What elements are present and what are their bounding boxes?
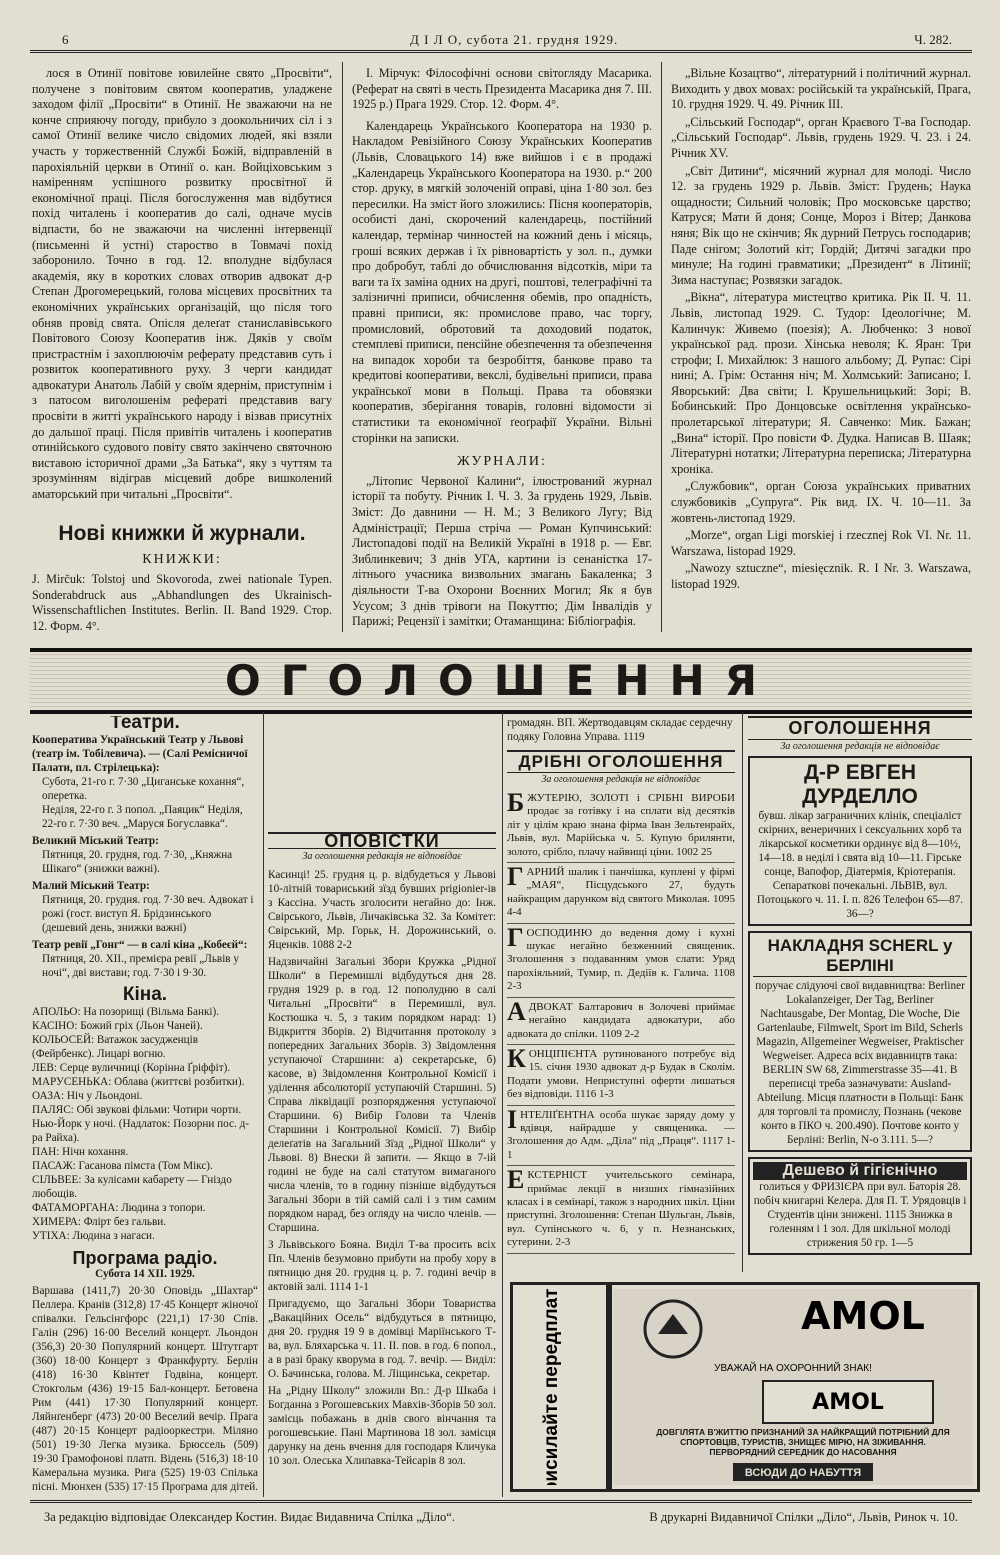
theatre-item: Пятниця, 20. грудня, год. 7·30, „Княжна Шікаго“ (знижки важні).	[42, 849, 233, 875]
notices-tail: громадян. ВП. Жертводавцям складає сердечну подяку Головна Управа. 1119	[507, 717, 733, 743]
cinema-item: ПАЛЯС: Обі звукові фільми: Чотири чорти. Нью-Йорк у ночі. (Надлаток: Позорни пос. д-ра Райха).	[32, 1104, 249, 1144]
cinema-item: АПОЛЬО: На позорищі (Вільма Банкі).	[32, 1006, 220, 1018]
entertainment-column	[32, 716, 258, 1496]
cinema-item: МАРУСЕНЬКА: Облава (життєві розбитки).	[32, 1076, 245, 1088]
scherl-title: НАКЛАДНЯ SCHERL у БЕРЛІНІ	[753, 936, 967, 977]
cinema-item: ФАТАМОРГАНА: Людина з топори.	[32, 1202, 206, 1214]
barber-details: голиться у ФРИЗІЄРА при вул. Баторія 28. побіч книгарні Келера. Для П. Т. Урядовців і Студентів ціни знижені. 1115 Знижка в голенням і 1 зол. Для шкільної молоді стрижения 50 гр. 1—5	[753, 1181, 967, 1249]
books-subtitle: КНИЖКИ:	[142, 552, 222, 567]
prepay-text: Присилайте передплату!	[541, 1289, 562, 1485]
journal-entry-litopys: „Літопис Червоної Калини“, ілюстрований журнал історії та побуту. Річник І. Ч. 3. За грудень 1929, Львів. Зміст: До давнини — Н. М.; З Великого Лугу; Від Адміністрації; Перша стріча — Роман Купчинський: Листопадові події на Великій Україні в 1918 р. — Евг. Зиблинкевич; З днів УГА, картини із сенаністка 17-літнього учасника визвольних змагань Бакаленка; З діяльности Т-ва Охорони Воєнних Могил; Як я був Усусом; З днів трівоги на Покуттю; Дім Інвалідів у Парижі; Рецензії і замітки; Отаманщина: Бібліографія.	[352, 473, 652, 629]
column-divider	[263, 712, 264, 1497]
ads-banner-title: ОГОЛОШЕННЯ	[30, 652, 972, 710]
small-ads-disclaimer: За оголошення редакція не відповідає	[541, 774, 701, 785]
calendar-notice: Календарець Українського Кооператора на 1930 р. Накладом Ревізійного Союзу Українських Кооператив (Львів, Словацького 14) вже вийшов і є в продажі „Календарець Українського Кооператора на 1930. р.“ 200 стор. друку, в мягкій золоченій оправі, ціна 1·80 зол. без пересилки. На зміст його зложились: Пісня кооператорів, особисті дані, скорочений календарець, постійний календар, термінар чинностей на кожний день і місяць, гроші всяких держав і їх рівновартість у зол. п., думки про добробут, таблі до обчислювання відсотків, міри та ваги та їх заміна одних на другі, поштові, телеграфічні та залізничні приписи, обчислення обемів, про опадність, правні приписи, як: промислове право, час торгу, промисловий, обротовий та доходовий податок, стемплеві приписи, пенсійне обезпечення та обезпечення на випадок хороби та безробіття, банкове право та кредитові кооперативи, векслі, будівельні приписи, права української мови в Польщі. Права та обовязки кооператив, зберігання товарів, головні відомости зі статистики та економічної ґеоґрафії України. Вільні сторінки на записки.	[352, 118, 652, 445]
small-ad: БЖУТЕРІЮ, ЗОЛОТІ і СРІБНІ ВИРОБИ продає за готівку і на сплати від десятків літ у цілім краю знана фірма Іван Зельтенрайх, Львів, вул. Марійська ч. 5. Купую брилянти, золото, срібло, плачу найвищі ціни. 1002 25	[507, 789, 735, 863]
prepay-box	[510, 1282, 612, 1492]
prepay-arrow-graphic	[517, 1289, 605, 1485]
column-divider	[742, 712, 743, 1272]
cinema-item: ПАН: Нічн кохання.	[32, 1146, 129, 1158]
footer-printer: В друкарні Видавничої Спілки „Діло“, Львів, Ринок ч. 10.	[649, 1510, 958, 1524]
journal-entry: „Сільський Господар“, орган Краєвого Т-ва Господар. „Сільський Господар“. Львів, грудень 1929. Ч. 23. і 24. Річник XV.	[671, 114, 971, 160]
notices-title: ОПОВІСТКИ	[268, 832, 496, 849]
amol-ad	[606, 1282, 980, 1492]
page-number: 6	[62, 32, 69, 47]
barber-title: Дешево й гігієнічно	[753, 1162, 967, 1180]
journal-entry: „Світ Дитини“, місячний журнал для молоді. Число 12. за грудень 1929 р. Львів. Зміст: Грудень; Наука ощадности; Сильний чоловік; Про московське царство; Катруся; Мати й доня; Сонце, Мороз і Вітер; Данкова няня; Вік що не скінчив; Як дурний Петрусь господарив; Паде снігом; Золотий кіт; Гордій; Дитячі загадки про минуле; На годині гравматики; „Президент“ в Літинії; Зима наступає; Розвязки загадок.	[671, 163, 971, 287]
column-divider	[502, 712, 503, 1497]
ads-banner	[30, 648, 972, 714]
theatres-title: Театри.	[110, 716, 180, 733]
right-ads-title: ОГОЛОШЕННЯ	[748, 716, 972, 740]
doctor-name: Д-Р ЕВГЕН ДУРДЕЛЛО	[802, 761, 918, 808]
doctor-details: бувш. лікар заграничних клінік, спеціаліст скірних, венеричних і сексуальних хорб та лікарської косметики ординує від 8—10½, 14—18. в неділі і свята від 10—11. Гірське сонце, Вапофор, Діатермія, Кріотерапія. Сепаратковi почекальні. ЛЬВІВ, вул. Потоцького ч. 11. І. п. 826 Телефон 65—87. 36—?	[756, 810, 964, 920]
notice-item: З Львівського Бояна. Виділ Т-ва просить всіх Пп. Членів безумовно прибути на пробу хору в пятницю дня 20. грудня ц. р. 7. годині вечір в актовій залі. 1114 1-1	[268, 1239, 496, 1293]
journal-entry: „Вікна“, література мистецтво критика. Рік II. Ч. 11. Львів, листопад 1929. С. Тудор: Ідеологічне; М. Калинчук: Живемо (поезія); А. Любченко: З нової української рад. прози. Хінська неволя; К. Яран: Три строфи; І. Михайлюк: З нашого альбому; Д. Рупас: Сірі нині; А. Грім: Остання ніч; М. Холмський: Записано; І. Яворський: Два світи; І. Крушельницький: Зорі; В. Бобинський: Про Донцовське освітлення українсько-пролетарської літератури; Я. Савченко: Мик. Бажан; „Вина“ історії. Про повісти Ф. Дудка. Написав В. Шаяк; Літературні нотатки; Літературна переписка; Літературна хроніка.	[671, 290, 971, 476]
cinema-item: ЛЕВ: Серце вуличниці (Корінна Ґріффіт).	[32, 1062, 231, 1074]
footer-editor: За редакцію відповідає Олександер Костин. Видає Видавнича Спілка „Діло“.	[44, 1510, 455, 1524]
theatre-item: Пятниця, 20. XII., премієра ревії „Львів у ночі“, дві вистави; год. 7·30 і 9·30.	[42, 953, 239, 979]
column-divider	[661, 62, 662, 632]
cinema-title: Кіна.	[122, 984, 168, 1005]
book-entry-masaryk: І. Мірчук: Філософічні основи світогляду Масарика. (Реферат на святі в честь Президента Масарика дня 7. III. 1925 р.) Прага 1929. Стор. 12. Форм. 4°.	[352, 66, 652, 112]
cinema-item: КОЛЬОСЕЙ: Ватажок засудженців (Фейрбенкс). Лицарі вогню.	[32, 1034, 199, 1060]
theatre-item: Кооператива Український Театр у Львові (театр ім. Тобілевича). — (Салі Ремісничої Палати, пл. Стрілецька):	[32, 734, 248, 774]
small-ads-column	[507, 716, 735, 1276]
small-ads-title: ДРІБНІ ОГОЛОШЕННЯ	[507, 750, 735, 773]
theatre-item: Театр ревії „Гонг“ — в салі кіна „Кобеєй“:	[32, 939, 248, 951]
cinema-item: УТІХА: Людина з нагаси.	[32, 1230, 155, 1242]
radio-title: Програма радіо.	[72, 1248, 218, 1268]
small-ad: ЕКСТЕРНІСТ учительського семінара, приймає лекції в низших гімназійних класах і в семінарі, також з народних шкіл. Ціни приступні. Зголошення: Степан Шульган, Львів, вул. Супінського ч. 6, у п. Незнанських, сутерини. 2-3	[507, 1166, 735, 1253]
journal-entry: „Nawozy sztuczne“, miesięcznik. R. I Nr. 3. Warszawa, listopad 1929.	[671, 561, 971, 591]
page-footer	[30, 1500, 972, 1531]
newspaper-title: Д І Л О, субота 21. грудня 1929.	[410, 32, 619, 47]
amol-description: ДОВГІЛЯТА В'ЖИТТЮ ПРИЗНАНИЙ ЗА НАЙКРАЩИЙ ПОТРІБНИЙ ДЛЯ СПОРТОВЦІВ, ТУРИСТІВ, ЗНИЩЕЄ МІРЮ, НА ЗІЖИВАННЯ. ПЕРВОРЯДНИЙ СЕРЕДНИК ДО НАСОВАННЯ	[656, 1427, 950, 1457]
books-section-title: Нові книжки й журнали.	[58, 522, 306, 545]
cinema-item: СІЛЬВЕЕ: За кулісами кабарету — Гніздо любощів.	[32, 1174, 232, 1200]
column-2	[352, 66, 652, 632]
theatre-item: Малий Міський Театр:	[32, 880, 150, 892]
small-ad: АДВОКАТ Балтарович в Золочеві приймає негайно кандидата адвокатури, або адвоката до спілки. 1109 2-2	[507, 998, 735, 1045]
notice-item: Касинці! 25. грудня ц. р. відбудеться у Львові 10-літній товариський зїзд бувших prigionier-ів з Кассіна. Участь зголосити негайно до: Інж. Свірського, Львів, Личаківська 32. За Комітет: Свірський, Мр. Горьк, Н. Дорожинський, о. Яценків. 1088 2-2	[268, 869, 496, 951]
theatre-item: Пятниця, 20. грудня. год. 7·30 веч. Адвокат і рожі (гост. виступ Я. Брідзинського (дешевий день, знижки важні)	[42, 894, 254, 934]
right-ads-disclaimer: За оголошення редакція не відповідає	[780, 741, 940, 752]
notice-item: На „Рідну Школу“ зложили Вп.: Д-р Шкаба і Богданна з Рогошевських Мавхів-Зборів 50 зол. замісць побажань в днів свого вінчання та рогошевськие. Пані Мартинова 18 зол. замісця дарунку на день вчення для господаря Кличука 10 зол. Олеська Хлипавка-Тейсарів 8 зол.	[268, 1385, 496, 1467]
small-ad: ГАРНИЙ шалик і панчішка, куплені у фірмі „МАЯ“, Пісцудського 27, будуть найкращим дарунком від святого Миколая. 1095 4-4	[507, 863, 735, 924]
amol-slogan: ВСЮДИ ДО НАБУТТЯ	[744, 1467, 862, 1479]
article-paragraph: лося в Отинії повітове ювилейне свято „Просвіти“, получене з повітовим святом кооператив, уладжене заходом філії „Просвіти“ в Отинії. Не зважаючи на не конче сприяючу погоду, прибуло з доокольничих сіл і з самої Отинії велике число свідомих людей, які взяли участь у торжественній Службі Божій, відправленій в парохіяльній церкви в Отинії о. кан. Войціховським з наміренням успішного розвитку просвітної й економічної праці. Після богослуження мав відбутися похід читалень і кооператив до салі, одначе мусів відпасти, бо не зважаючи на численні інтервенції (письменні й устні) староство в Товмачі похід заборонило. Точно в год. 12. вполудне відбулася академія, яку в коротких словах отворив адвокат д-р Степан Дрогомерецький, голова місцевих просвітних та економічних українських організацій, що після того обняв провід свята. Опісля делеґат станиславівського Повітового Союзу Кооператив інж. Дяків у своїм пристрастнім і захоплюючім реферату представив суть і розвиток кооперативного руху. З черги кандидат адвокатури Анатоль Лабій у своїм ядернім, приступнім і з патосом виголошенім рефераті представив вагу просвіти в житті українського народу і візвав присутніх до дальшої праці. Після привітів читалень і кооператив отинійського судового повіту свято закінчено святочною виставою історичної драми „За Батька“, яку з чуттям та зрозумінням відіграв місцевий добре вишколений аматорський при читальні „Просвіти“.	[32, 66, 332, 502]
radio-program: Варшава (1411,7) 20·30 Оповідь „Шахтар“ Пеллера. Кранів (312,8) 17·45 Концерт жіночої співалки. Гельсінгфорс (221,1) 17·30 Спів. Галін (296) 16·00 Веселий концерт. Льондон (356,3) 20·30 Популярний концерт. Штутгарт (360) 18·00 Концерт з Франкфурту. Берлін (418) 16·30 Квінтет Годвіна, концерт. Стокгольм (436) 19·15 Бал-концерт. Бетовена Рим (441) 17·30 Популярний концерт. Ляйнґенберг (473) 20·00 Веселий вечір. Прага (487) 20·15 Концерт радіооркестри. Міляно (501) 19·30 Легка музика. Брюссель (509) 19·30 Грамофонові платп. Відень (516,3) 18·10 Камеральна музика. Рига (525) 19·03 Спілька пісні. Мюнхен (535) 17·15 Програма для дітей.	[32, 1285, 258, 1493]
scherl-ad	[748, 931, 972, 1152]
cinema-item: ХИМЕРА: Флірт без гальви.	[32, 1216, 167, 1228]
amol-brand: AMOL	[801, 1294, 925, 1338]
column-1-article	[32, 66, 332, 526]
theatre-item: Неділя, 22-го г. 3 попол. „Паяцик“ Неділя, 22-го г. 7·30 веч. „Маруся Богуславка“.	[42, 804, 243, 830]
notices-disclaimer: За оголошення редакція не відповідає	[302, 851, 462, 862]
notice-item: Надзвичайні Загальні Збори Кружка „Рідної Школи“ в Перемишлі відбудуться дня 28. грудня 1929 р. в год. 12 пополудню в салі Читальні „Просвіти“ в Перемишлі, вул. Костюшка ч. 5, з таким порядком нарад: 1) Відкриття Зборів. 2) Відчитання протоколу з попередних Загальних Зборів. 3) Звідомлення уступаючої Старшини: а) секретарське, б) касове, в) Звідомлення Контрольної Комісії і уділення абсолюторії уступаючій Старшині. 5) Справа ліквідації розпорядження уступаючої Старшини. 6) Вибір Голови та Членів Старшини і Контрольної Комісії. 7) Вибір делеґатів на Загальний Зїзд „Рідної Школи“ у Львові. 8) Внески й запити. — Якщо в 7-ій годині не буде на салі статутом вимаганого числа членів, то в годину пізніше відбудуться Загальні Збори в тій самій салі і з тим самим порядком нарад, без огляду на число членів. — Старшина.	[268, 956, 496, 1234]
journal-entry: „Вільне Козацтво“, літературний і політичний журнал. Виходить у двох мовах: російській та українській, Прага, 10. грудня 1929. Ч. 49. Річник III.	[671, 66, 971, 112]
column-divider	[342, 62, 343, 632]
theatre-item: Великий Міський Театр:	[32, 835, 159, 847]
theatre-item: Субота, 21-го г. 7·30 „Циганське кохання“, оперетка.	[42, 776, 245, 802]
amol-warning: УВАЖАЙ НА ОХОРОННИЙ ЗНАК!	[714, 1363, 872, 1374]
right-ads-column	[748, 716, 972, 1276]
small-ad: ГОСПОДИНЮ до ведення дому і кухні шукає негайно безженний священик. Зголошення з подаванням умов слати: Уряд парохіяльний, Тумир, п. Дедіїв к. Галича. 1108 2-3	[507, 924, 735, 998]
radio-date: Субота 14 XII. 1929.	[95, 1268, 195, 1280]
scherl-details: поручає слідуючі свої видавництва: Berliner Lokalanzeiger, Der Tag, Berliner Nachtausgabe, Der Montag, Die Woche, Die Gartenlaube, Filmwelt, Sport im Bild, Scherls Magazin, Allgemeiner Wegweiser, Praktischer Wegweiser. Адреса всіх видавництв така: BERLIN SW 68, Zimmerstrasse 35—41. В переписці треба зазначувати: Ausland-Abteilung. Місця платности в Польщі: Банк для торговлі та промислу, Познань (чекове конто в ПКО ч. 200.490). Почтове конто у Берліні: Berlin, N-o 3.111. 5—?	[755, 980, 965, 1146]
book-entry: J. Mirčuk: Tolstoj und Skovoroda, zwei nationale Typen. Sonderabdruck aus „Abhandlungen des Ukrainisch-Wissenschaftlichen Institutes. Berlin. II. Band 1929. Стор. 12. Форм. 4°.	[32, 572, 332, 633]
amol-box-label: AMOL	[812, 1390, 884, 1415]
cinema-item: ОАЗА: Ніч у Льондоні.	[32, 1090, 143, 1102]
page-header	[30, 28, 972, 53]
small-ad: КОНЦІПІЄНТА рутинованого потребує від 15. січня 1930 адвокат д-р Будак в Сколім. Подати умови. Неприступні оферти лишаться без відповіди. 1116 1-3	[507, 1045, 735, 1106]
notices-column	[268, 716, 496, 1496]
journals-subtitle: ЖУРНАЛИ:	[457, 454, 547, 470]
notice-item: Пригадуємо, що Загальні Збори Товариства „Вакаційних Осель“ відбудуться в пятницю, дня 20. грудня 19 9 в домівці Маріїнського Т-ва, вул. Бляхарська ч. 11. II. пов. в год. 6 попол., а в разі браку кворума в год. 7. вечір. — Виділ: О. Бачинська, голова. М. Ліщинська, секретар.	[268, 1298, 496, 1380]
cinema-item: ПАСАЖ: Гасанова пімста (Том Мікс).	[32, 1160, 213, 1172]
issue-number: Ч. 282.	[914, 32, 952, 47]
cinema-item: КАСІНО: Божий гріх (Льон Чаней).	[32, 1020, 203, 1032]
journal-entry: „Morze“, organ Ligi morskiej i rzecznej Rok VI. Nr. 11. Warszawa, listopad 1929.	[671, 528, 971, 558]
books-section	[32, 522, 332, 642]
small-ad: ІНТЕЛІҐЕНТНА особа шукає заряду дому у вдівця, найрадше у священика. — Зголошення до Адм. „Діла“ під „Праця“. 1117 1-1	[507, 1106, 735, 1167]
journal-entry: „Службовик“, орган Союза українських приватних службовиків „Супруга“. Рік вид. IX. Ч. 10—11. За жовтень-листопад 1929.	[671, 479, 971, 525]
barber-ad	[748, 1157, 972, 1255]
doctor-ad	[748, 756, 972, 926]
amol-illustration	[613, 1289, 973, 1485]
radio-continued	[268, 716, 496, 832]
column-3	[671, 66, 971, 632]
